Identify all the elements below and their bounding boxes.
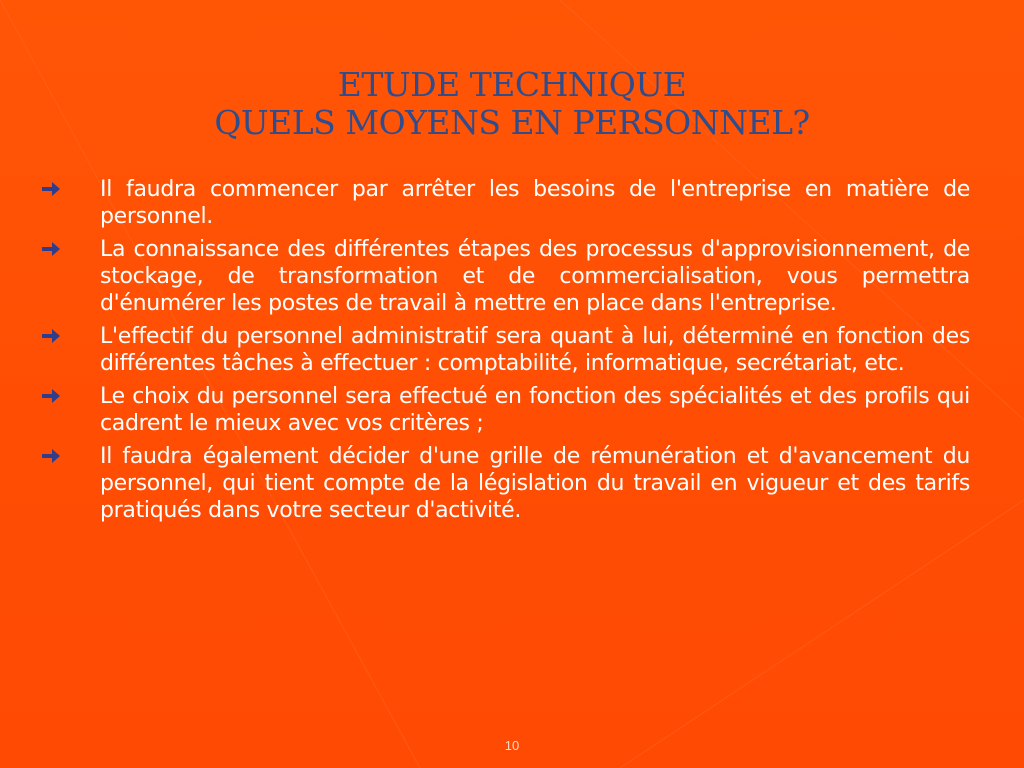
page-number: 10 [504, 738, 520, 753]
title-line-1: ETUDE TECHNIQUE [337, 65, 687, 104]
list-item [40, 443, 970, 524]
bullet-text: La connaissance des différentes étapes des processus d'approvisionnement, de stockage, de transformation et de commercialisation, vous permettra d'énumérer les postes de travail à mettre en place dans l'entreprise. [100, 237, 970, 316]
list-item [40, 323, 970, 377]
right-arrow-icon [40, 326, 62, 346]
right-arrow-icon [40, 179, 62, 199]
list-item [40, 236, 970, 317]
right-arrow-icon [40, 446, 62, 466]
right-arrow-icon [40, 386, 62, 406]
bullet-text: Il faudra également décider d'une grille de rémunération et d'avancement du personnel, qui tient compte de la législation du travail en vigueur et des tarifs pratiqués dans votre secteur d'activité. [100, 444, 970, 523]
list-item [40, 176, 970, 230]
list-item [40, 383, 970, 437]
slide-title [0, 66, 1024, 142]
right-arrow-icon [40, 239, 62, 259]
bullet-text: Il faudra commencer par arrêter les besoins de l'entreprise en matière de personnel. [100, 177, 970, 229]
bullet-text: Le choix du personnel sera effectué en fonction des spécialités et des profils qui cadrent le mieux avec vos critères ; [100, 384, 970, 436]
bullet-list [40, 176, 970, 530]
title-line-2: QUELS MOYENS EN PERSONNEL? [214, 103, 810, 142]
bullet-text: L'effectif du personnel administratif sera quant à lui, déterminé en fonction des différentes tâches à effectuer : comptabilité, informatique, secrétariat, etc. [100, 324, 970, 376]
